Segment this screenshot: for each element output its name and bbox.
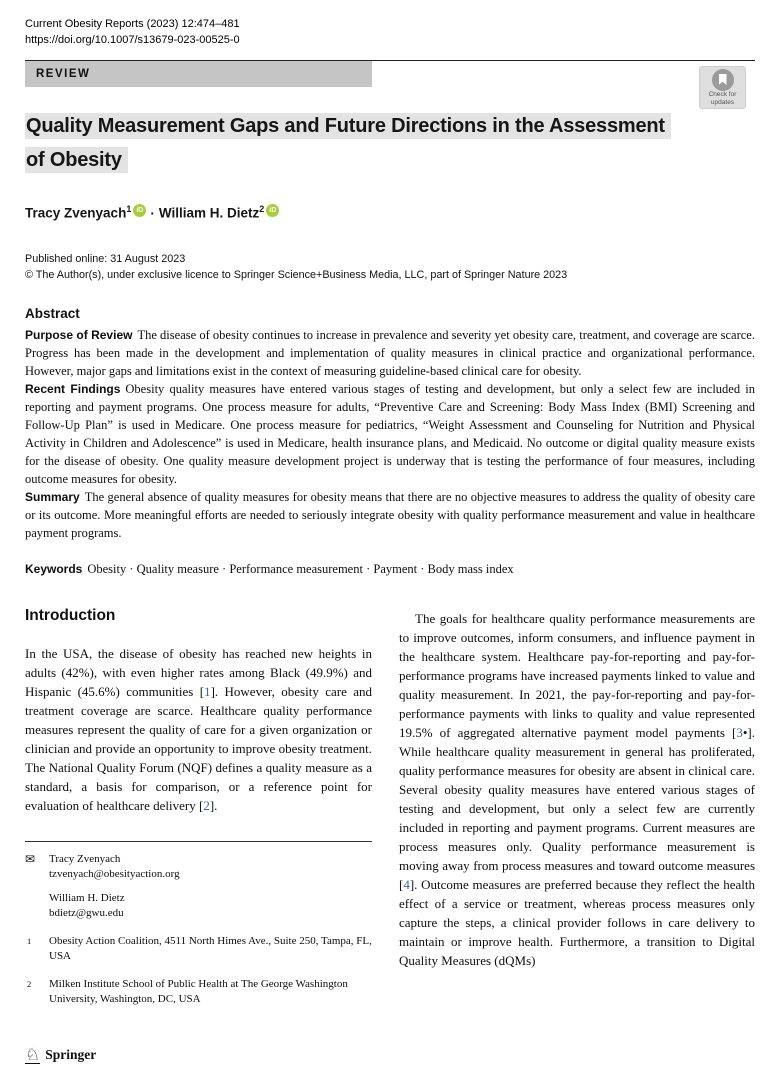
publication-info (25, 251, 755, 283)
corresponding-author-email: tzvenyach@obesityaction.org (49, 867, 180, 880)
article-type-badge (25, 61, 372, 87)
journal-citation: Current Obesity Reports (2023) 12:474–481 (25, 18, 240, 30)
second-author-email: bdietz@gwu.edu (49, 906, 124, 919)
footnotes (25, 852, 372, 1007)
affiliation-1-text: Obesity Action Coalition, 4511 North Himes Ave., Suite 250, Tampa, FL, USA (49, 934, 372, 962)
author-separator: · (150, 205, 155, 221)
introduction-paragraph: In the USA, the disease of obesity has reached new heights in adults (42%), with even higher rates among Black (49.9%) and Hispanic (45.6%) communities [1]. However, obesity care and treatment coverage are scarce. Healthcare quality performance measures represent the quality of care for a given organization or clinician and provide an opportunity to improve obesity treatment. The National Quality Forum (NQF) defines a quality measure as a standard, a basis for comparison, or a reference point for evaluation of healthcare delivery [2]. (25, 645, 373, 813)
copyright-line: © The Author(s), under exclusive licence to Springer Science+Business Media, LLC, part of Springer Nature 2023 (25, 268, 568, 281)
citation-bullet: • (742, 724, 748, 740)
check-for-updates-icon (712, 69, 734, 91)
footnote-rule (25, 841, 372, 842)
abstract-heading: Abstract (25, 305, 80, 321)
check-for-updates-button[interactable] (699, 66, 746, 109)
orcid-icon[interactable]: iD (266, 204, 279, 217)
article-title-line1: Quality Measurement Gaps and Future Directions in the Assessment (25, 113, 671, 139)
abstract-purpose-label: Purpose of Review (25, 327, 133, 342)
journal-doi: https://doi.org/10.1007/s13679-023-00525-0 (25, 34, 240, 46)
author-1-name: Tracy Zvenyach (25, 205, 127, 221)
abstract-summary: Summary The general absence of quality measures for obesity means that there are no objective measures to address the quality of obesity care or its outcome. More meaningful efforts are needed to seriously integrate obesity with quality performance measurement and value in healthcare payment programs. (25, 489, 755, 540)
abstract-purpose: Purpose of Review The disease of obesity continues to increase in prevalence and severity yet obesity care, treatment, and coverage are scarce. Progress has been made in the development and implementation of quality measures in clinical practice and organizational performance. However, major gaps and limitations exist in the context of measuring guideline-based clinical care for obesity. (25, 327, 755, 378)
article-title (25, 109, 755, 177)
affiliation-1-mark: 1 (27, 935, 32, 946)
author-list (25, 204, 755, 221)
orcid-icon[interactable]: iD (133, 204, 146, 217)
check-for-updates-label: Check for updates (708, 91, 737, 106)
citation-ref-4[interactable]: 4 (403, 876, 410, 892)
article-body (25, 607, 755, 1007)
body-paragraph-goals: The goals for healthcare quality performance measurements are to improve outcomes, inform consumers, and influence payment in the healthcare system. Healthcare pay-for-reporting and pay-for-performance programs have increased payments linked to value and quality measurement. In 2021, the pay-for-reporting and pay-for-performance payments with links to quality and value represented 19.5% of aggregated alternative payment model payments [3•]. While healthcare quality measurement in general has proliferated, quality performance measures for obesity are absent in clinical care. Several obesity quality measures have entered various stages of testing and development, but only a select few are currently included in reporting and payment programs. Current measures are process measures only. Quality performance measurement is moving away from process measures and toward outcome measures [4]. Outcome measures are preferred because they reflect the health effect of a service or treatment, whereas process measures only capture the steps, a clinical provider follows in care delivery to maintain or improve health. Furthermore, a transition to Digital Quality Measures (dQMs) (399, 610, 755, 968)
affiliation-2 (25, 977, 372, 1007)
springer-knight-icon: ♘ (25, 1045, 41, 1064)
publisher-name: Springer (45, 1047, 97, 1062)
second-author-contact-block (49, 891, 372, 921)
citation-ref-3[interactable]: 3 (736, 724, 743, 740)
abstract-recent-findings-label: Recent Findings (25, 381, 121, 396)
author-1-affiliation-mark: 1 (126, 204, 132, 214)
article-type-label: REVIEW (36, 68, 91, 80)
author-2-name: William H. Dietz (158, 205, 260, 221)
affiliation-2-text: Milken Institute School of Public Health at The George Washington University, Washington, DC, USA (49, 977, 348, 1005)
introduction-heading: Introduction (25, 606, 116, 624)
affiliation-1 (25, 934, 372, 964)
corresponding-author-block (25, 852, 372, 882)
bookmark-icon (719, 74, 727, 85)
keywords-line (25, 560, 755, 578)
abstract-recent-findings: Recent Findings Obesity quality measures have entered various stages of testing and development, but only a select few are included in reporting and payment programs. One process measure for adults, “Preventive Care and Screening: Body Mass Index (BMI) Screening and Follow-Up Plan” is used in Medicare. One process measure for pediatrics, “Weight Assessment and Counseling for Nutrition and Physical Activity in Children and Adolescence” is used in Medicare, health insurance plans, and Medicaid. No outcome or digital quality measure exists for the disease of obesity. One quality measure development project is underway that is testing the performance of four measures, including outcome measures for obesity. (25, 381, 755, 486)
left-column (25, 607, 372, 1007)
keywords-list: Obesity · Quality measure · Performance measurement · Payment · Body mass index (87, 561, 514, 576)
abstract-section (25, 306, 755, 578)
citation-ref-1[interactable]: 1 (204, 683, 211, 699)
published-online-date: Published online: 31 August 2023 (25, 252, 186, 265)
second-author-name: William H. Dietz (49, 891, 125, 904)
journal-header (25, 16, 755, 48)
author-2-affiliation-mark: 2 (259, 204, 265, 214)
affiliation-2-mark: 2 (27, 978, 32, 989)
citation-ref-2[interactable]: 2 (203, 797, 210, 813)
keywords-label: Keywords (25, 561, 83, 576)
email-icon: ✉ (25, 851, 36, 866)
springer-logo (25, 1046, 96, 1064)
article-title-line2: of Obesity (25, 147, 128, 173)
right-column (399, 607, 755, 1007)
abstract-summary-label: Summary (25, 489, 80, 504)
corresponding-author-name: Tracy Zvenyach (49, 852, 121, 865)
